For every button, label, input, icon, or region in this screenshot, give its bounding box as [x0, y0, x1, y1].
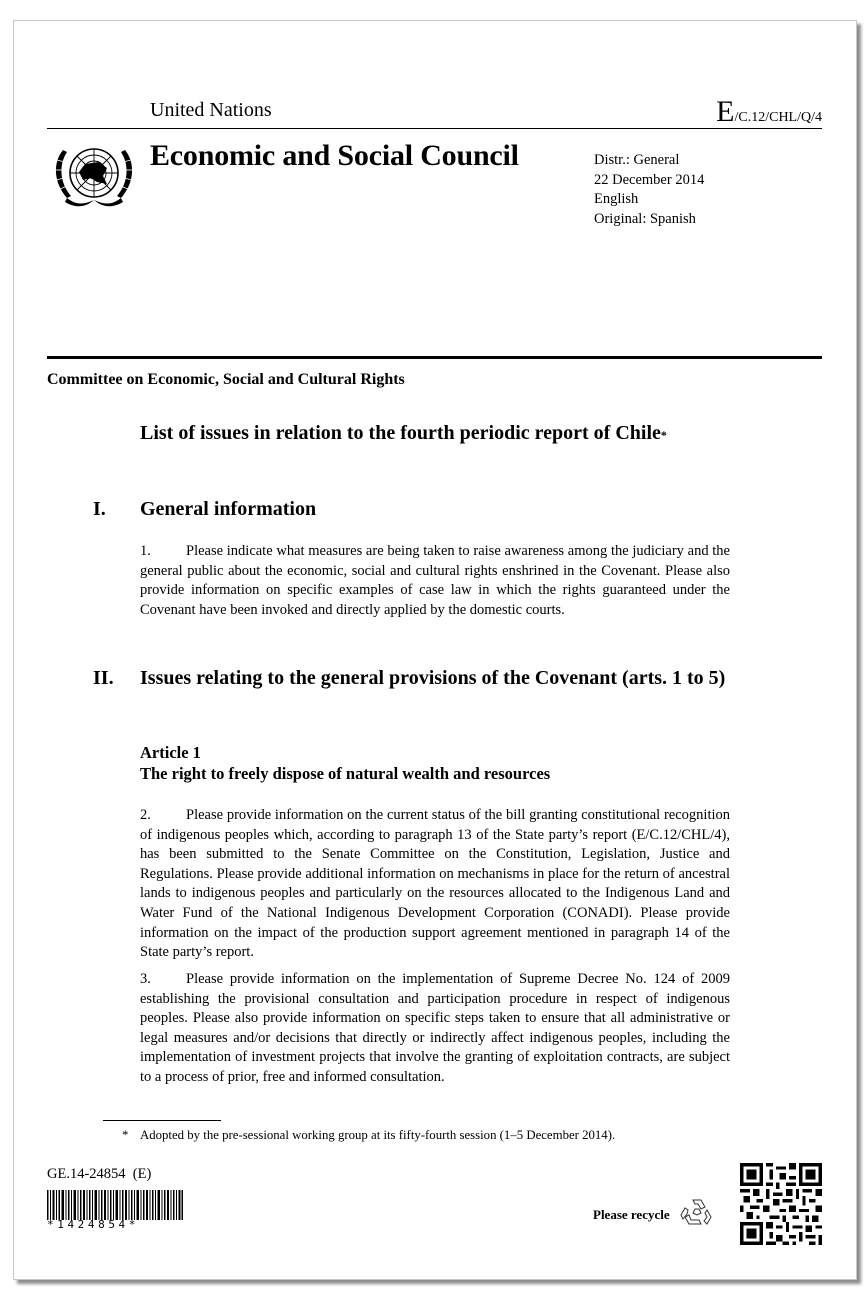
job-number: GE.14-24854 (E): [47, 1166, 152, 1182]
footnote-separator: [103, 1120, 221, 1121]
paragraph-number: 2.: [140, 807, 151, 823]
original-language: Original: Spanish: [594, 210, 696, 227]
qr-code-icon: [740, 1163, 822, 1245]
article-subtitle: The right to freely dispose of natural wealth and resources: [140, 764, 551, 783]
paragraph-number: 3.: [140, 971, 151, 987]
title-footnote-mark: *: [660, 428, 667, 442]
document-title: [140, 421, 740, 447]
recycle-icon: [679, 1197, 715, 1227]
committee-name: Committee on Economic, Social and Cultural Rights: [47, 371, 405, 388]
paragraph-text: Please indicate what measures are being taken to raise awareness among the judiciary and the general public about the economic, social and cultural rights enshrined in the Covenant. Please also provide information on specific examples of case law in which the rights guaranteed under the Covenant have been invoked and directly applied by the domestic courts.: [140, 543, 730, 618]
article-label: Article 1: [140, 743, 201, 762]
masthead-rule: [47, 356, 822, 359]
footnote: [122, 1128, 615, 1143]
footnote-text: Adopted by the pre-sessional working group at its fifty-fourth session (1–5 December 2014).: [140, 1128, 616, 1142]
section-heading-2: [93, 666, 740, 690]
document-page: [13, 20, 857, 1280]
document-symbol: [716, 95, 822, 129]
distribution-block: [594, 151, 704, 229]
section-number: II.: [93, 667, 114, 689]
barcode-icon: [47, 1190, 183, 1220]
paragraph-text: Please provide information on the current status of the bill granting constitutional recognition of indigenous peoples which, according to paragraph 13 of the State party’s report (E/C.12/CHL/4), has been submitted to the Senate Committee on the Constitution, Legislation, Justice and Regulations. Please provide additional information on mechanisms in place for the return of ancestral lands to indigenous peoples and particularly on the resources allocated to the Indigenous Land and Water Fund of the National Indigenous Development Corporation (CONADI). Please provide information on the impact of the production support agreement mentioned in paragraph 14 of the State party’s report.: [140, 807, 730, 961]
council-name: Economic and Social Council: [150, 139, 519, 172]
distribution-type: Distr.: General: [594, 152, 680, 168]
footnote-mark: *: [122, 1128, 129, 1142]
barcode-number: *1424854*: [47, 1218, 140, 1231]
organization-name: United Nations: [150, 99, 272, 121]
paragraph-2: [140, 806, 730, 963]
paragraph-1: [140, 542, 730, 620]
section-title: General information: [140, 498, 317, 520]
paragraph-number: 1.: [140, 543, 151, 559]
issue-date: 22 December 2014: [594, 171, 705, 188]
paragraph-text: Please provide information on the implementation of Supreme Decree No. 124 of 2009 establishing the provisional consultation and participation procedure in respect of indigenous peoples. Please also provide information on specific steps taken to ensure that all administrative or legal measures and/or decisions that directly or indirectly affect indigenous peoples, including the implementation of investment projects that involve the granting of exploitation contracts, are subject to a process of prior, free and informed consultation.: [140, 971, 730, 1085]
section-number: I.: [93, 498, 106, 520]
symbol-suffix: /C.12/CHL/Q/4: [734, 110, 822, 125]
paragraph-3: [140, 970, 730, 1088]
symbol-prefix: E: [716, 95, 735, 128]
section-title: Issues relating to the general provisions of the Covenant (arts. 1 to 5): [140, 667, 726, 689]
title-text: List of issues in relation to the fourth periodic report of Chile: [140, 422, 661, 444]
un-emblem-icon: [49, 140, 139, 210]
article-heading: [140, 742, 740, 784]
document-language: English: [594, 191, 639, 207]
recycle-label: Please recycle: [593, 1207, 670, 1222]
header-rule: [47, 128, 822, 129]
section-heading-1: [93, 497, 740, 521]
